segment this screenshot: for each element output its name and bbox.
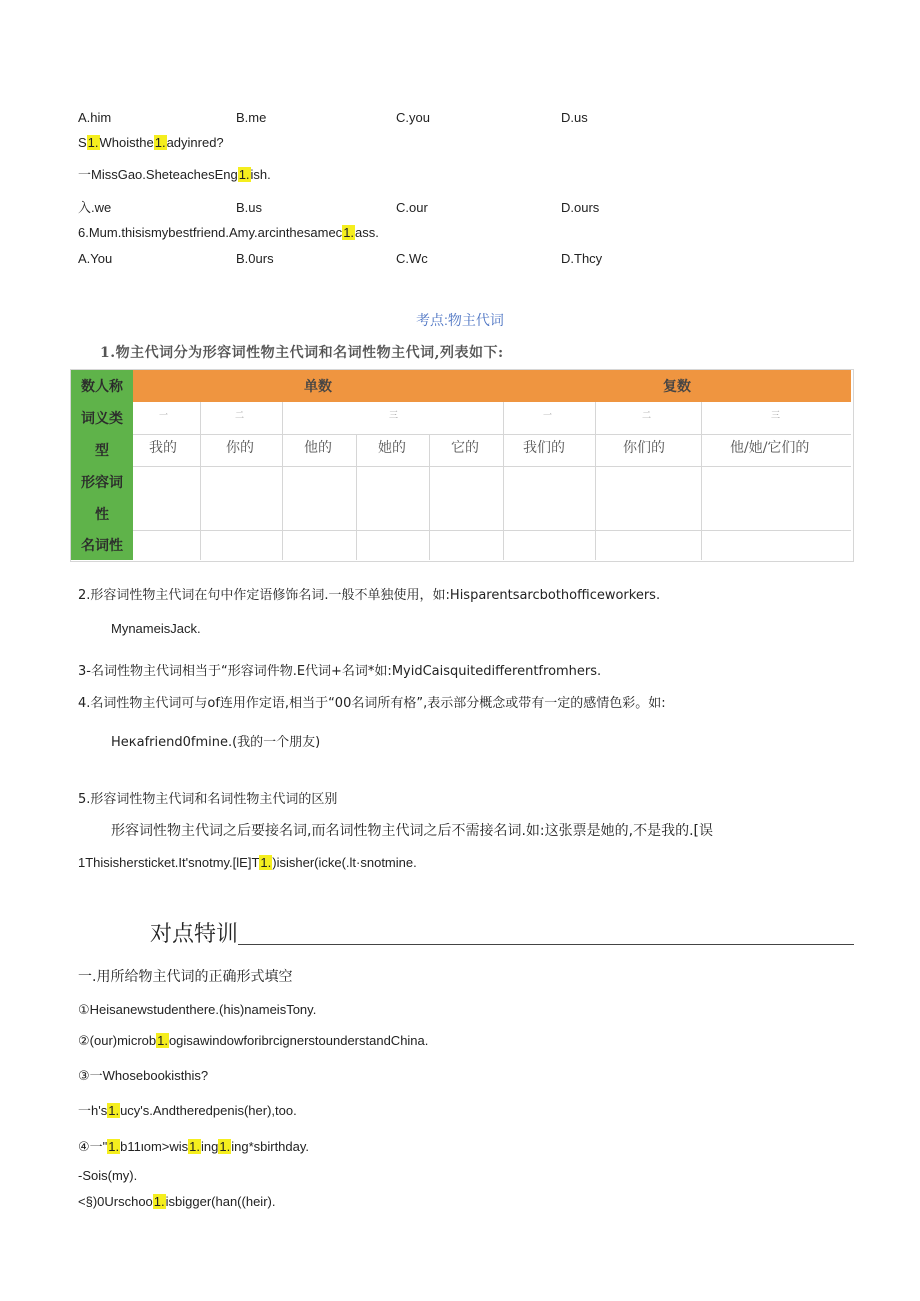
highlight-mark: 1. [87, 135, 99, 150]
person-tick: 二 [235, 410, 245, 420]
meaning-cell: 我的 [149, 440, 177, 456]
section-title: 对点特训 [150, 922, 239, 947]
row-label: 词义类 [71, 402, 133, 434]
note-2: 2.形容词性物主代词在句中作定语修饰名词.一般不单独使用，如:Hisparentsarcbothofficeworkers. [78, 588, 661, 603]
exercise-2: ②(our)microb1.ogisawindowforibrcignerstounderstandChina. [78, 1033, 429, 1048]
person-tick: 一 [159, 410, 169, 420]
note-3: 3-名词性物主代词相当于“形容词件物.E代词+名词*如:MyidCaisquitedifferentfromhers. [78, 664, 602, 679]
note-4: 4.名词性物主代词可与of连用作定语,相当于“00名词所有格”,表示部分概念或带有一定的感情色彩。如: [78, 696, 666, 711]
question-5-answer: 一MissGao.SheteachesEng1.ish. [78, 167, 271, 182]
person-tick: 二 [642, 410, 652, 420]
exercise-4-answer: -Sois(my). [78, 1168, 138, 1183]
exercise-3: ③一Whosebookisthis? [78, 1068, 209, 1083]
option-c: C.Wc [396, 251, 428, 266]
person-tick: 三 [389, 410, 399, 420]
row-label: 型 [71, 434, 133, 466]
section-divider [238, 944, 854, 945]
meaning-cell: 他的 [304, 440, 332, 456]
option-a: 入.we [78, 200, 112, 215]
exercise-5: <§)0Urschoo1.isbigger(han((heir). [78, 1194, 276, 1209]
topic-title: 考点:物主代词 [416, 312, 504, 328]
option-d: D.ours [561, 200, 600, 215]
note-5-detail: 形容词性物主代词之后要接名词,而名词性物主代词之后不需接名词.如:这张票是她的,不是我的.[误 [111, 823, 713, 839]
option-d: D.Thcy [561, 251, 603, 266]
highlight-mark: 1. [219, 1139, 231, 1154]
exercise-3-answer: 一h's1.ucy's.Andtheredpenis(her),too. [78, 1103, 297, 1118]
exercise-1: ①Heisanewstudenthere.(his)nameisTony. [78, 1002, 317, 1017]
highlight-mark: 1. [343, 225, 355, 240]
question-5: S1.Whoisthe1.adyinred? [78, 135, 224, 150]
meaning-cell: 你们的 [623, 440, 665, 456]
highlight-mark: 1. [153, 1194, 165, 1209]
highlight-mark: 1. [108, 1103, 120, 1118]
highlight-mark: 1. [260, 855, 272, 870]
option-b: B.0urs [236, 251, 274, 266]
row-label: 形容词 [71, 466, 133, 498]
highlight-mark: 1. [238, 167, 250, 182]
pronoun-table [70, 369, 854, 562]
option-c: C.our [396, 200, 428, 215]
meaning-cell: 我们的 [523, 440, 565, 456]
row-label: 性 [71, 498, 133, 530]
note-4-example: Heкafriend0fmine.(我的一个朋友) [111, 735, 321, 750]
note-2-example: MynameisJack. [111, 621, 201, 636]
table-intro: 1.物主代词分为形容词性物主代词和名词性物主代词,列表如下: [100, 345, 504, 361]
note-5-example: 1Thisishersticket.It'snotmy.[lE]T1.)isisher(icke(.lt·snotmine. [78, 855, 417, 870]
meaning-cell: 他/她/它们的 [730, 440, 810, 456]
person-tick: 一 [543, 410, 553, 420]
option-a: A.him [78, 110, 112, 125]
option-d: D.us [561, 110, 588, 125]
highlight-mark: 1. [157, 1033, 168, 1048]
plural-header: 复数 [503, 370, 851, 402]
note-5: 5.形容词性物主代词和名词性物主代词的区别 [78, 792, 338, 807]
exercise-4: ④一"1.b11ιom>wis1.ing1.ing*sbirthday. [78, 1139, 310, 1154]
option-c: C.you [396, 110, 430, 125]
row-label: 名词性 [71, 530, 133, 560]
exercise-instruction: 一.用所给物主代词的正确形式填空 [78, 969, 293, 985]
option-b: B.me [236, 110, 267, 125]
highlight-mark: 1. [108, 1139, 120, 1154]
singular-header: 单数 [133, 370, 503, 402]
highlight-mark: 1. [189, 1139, 201, 1154]
person-tick: 三 [771, 410, 781, 420]
meaning-cell: 你的 [226, 440, 254, 456]
highlight-mark: 1. [154, 135, 166, 150]
option-a: A.You [78, 251, 113, 266]
table-corner-header: 数人称 [71, 370, 133, 402]
option-b: B.us [236, 200, 263, 215]
question-6: 6.Mum.thisismybestfriend.Amy.arcinthesamec1.ass. [78, 225, 379, 240]
meaning-cell: 它的 [451, 440, 479, 456]
meaning-cell: 她的 [378, 440, 406, 456]
